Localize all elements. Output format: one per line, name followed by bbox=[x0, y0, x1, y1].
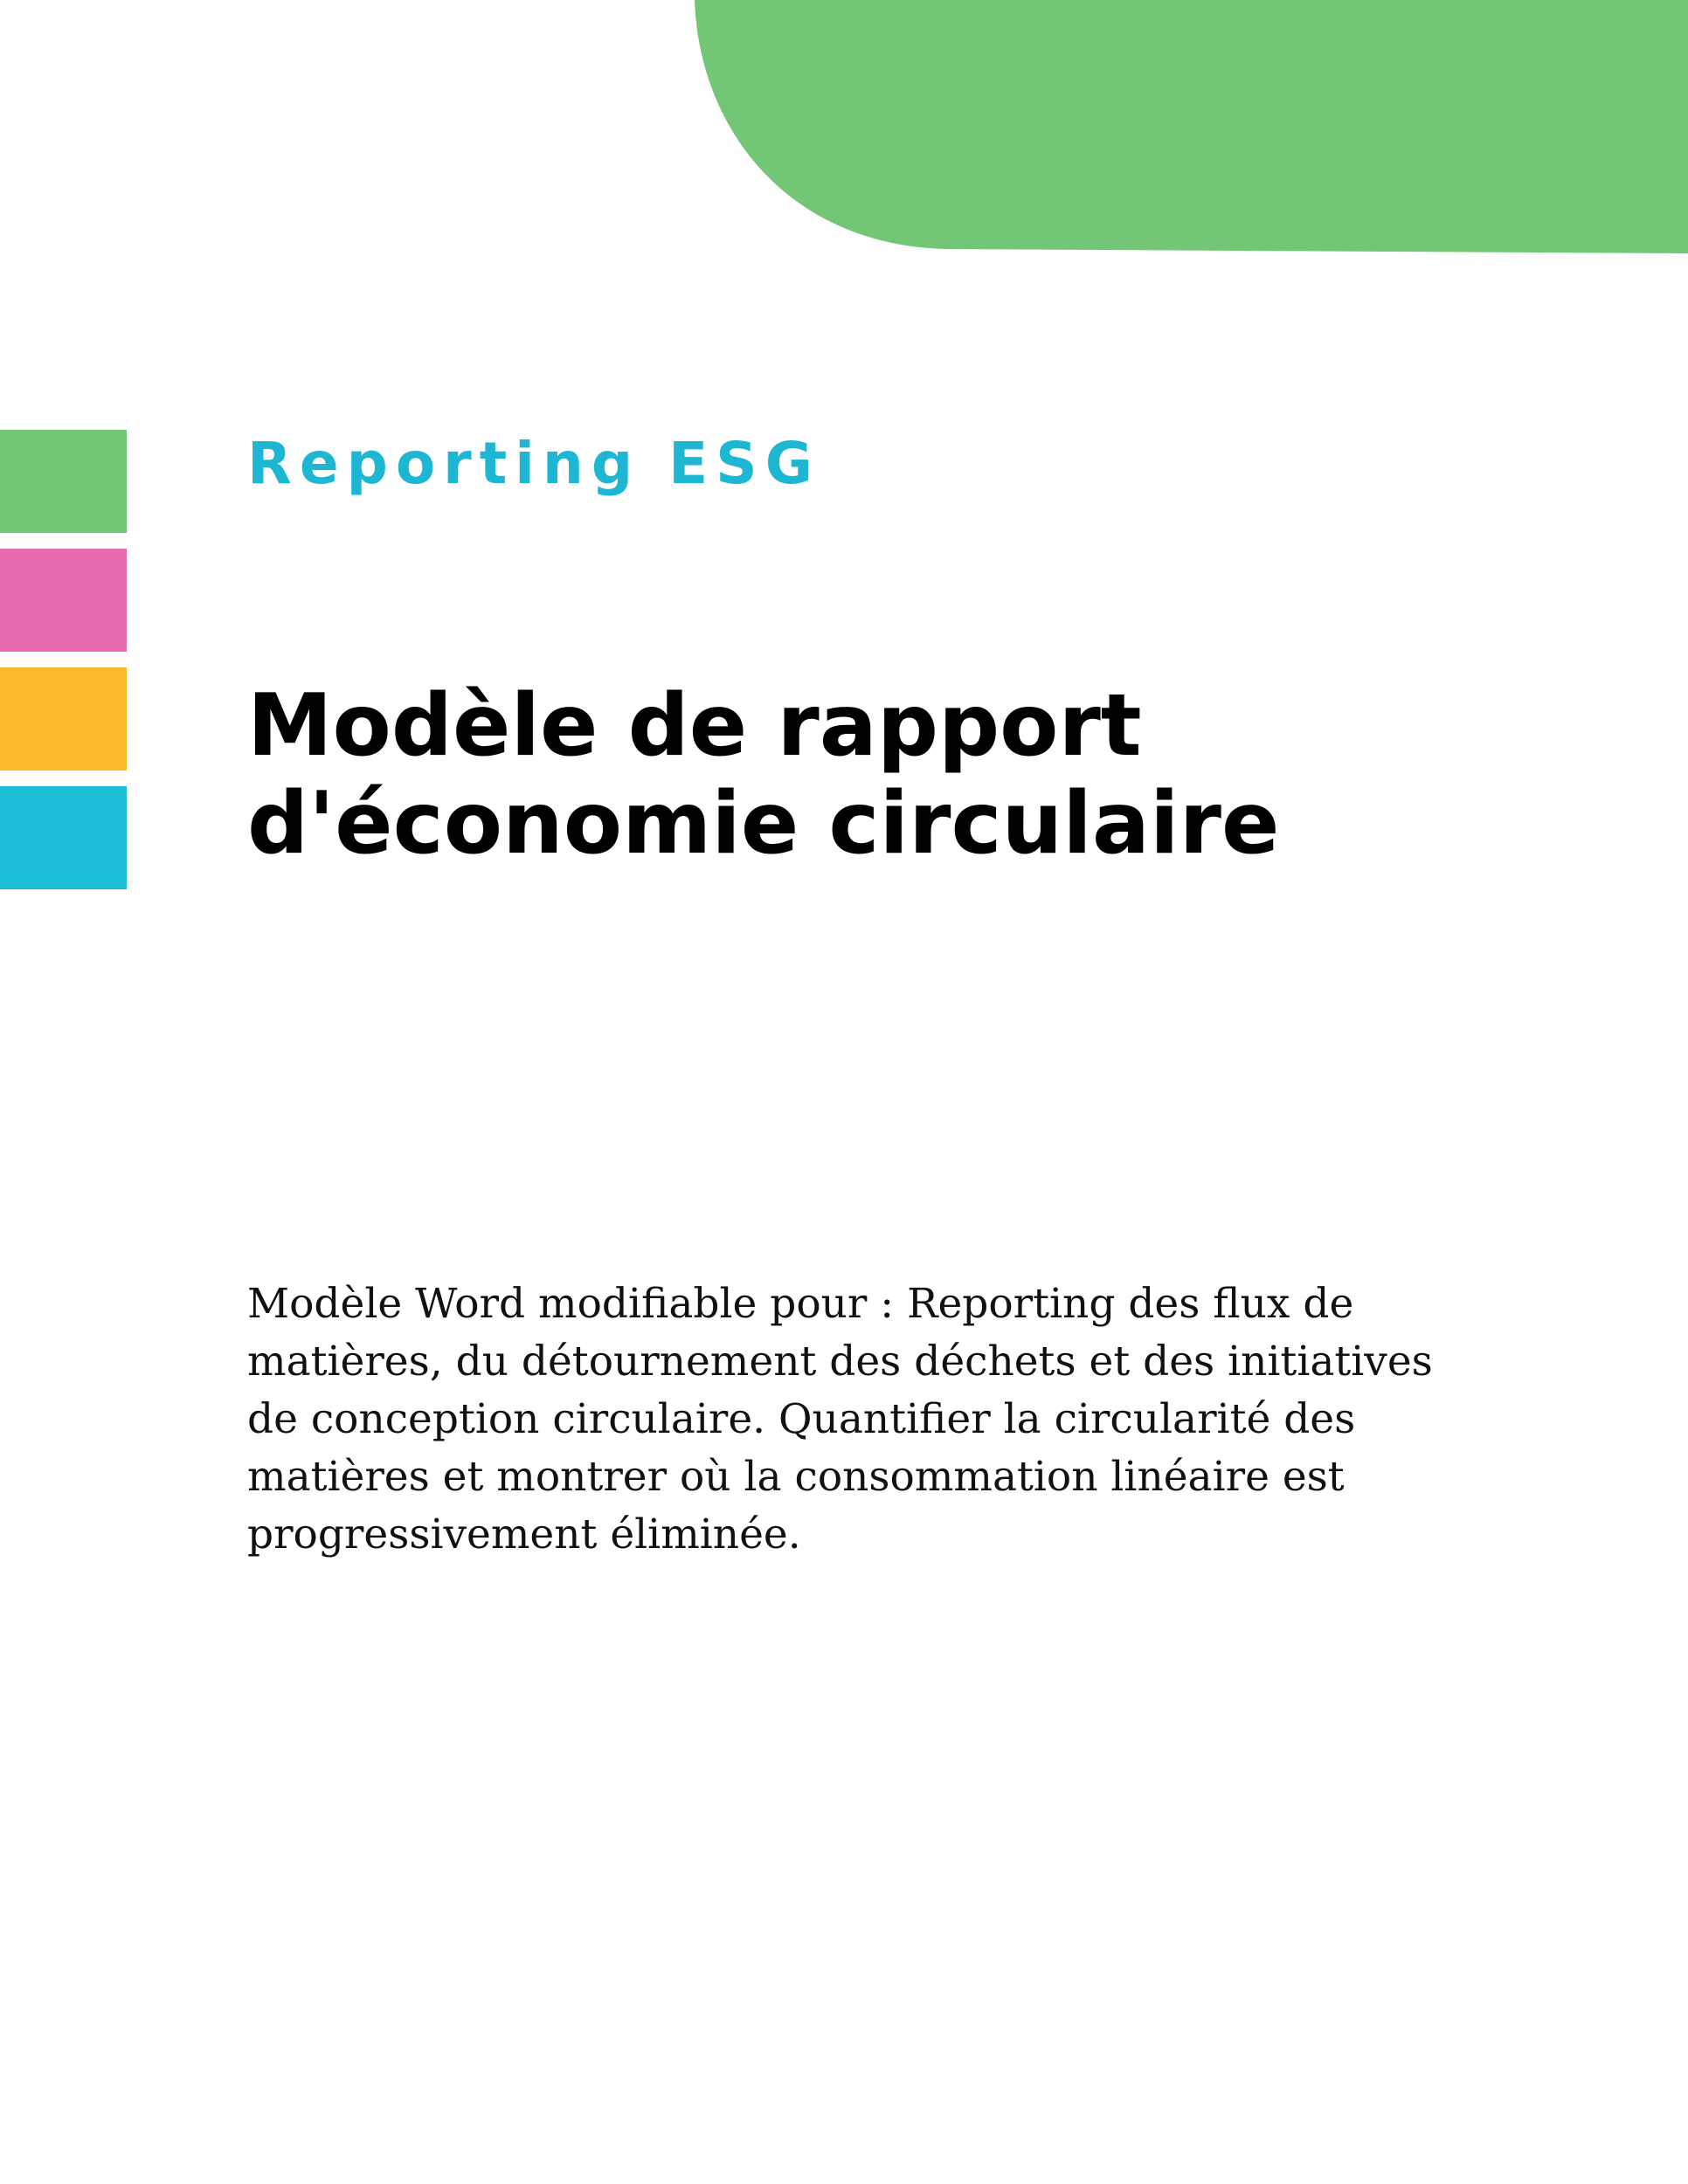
pink-color-block bbox=[0, 549, 127, 652]
description-line-5: progressivement éliminée. bbox=[247, 1510, 801, 1559]
document-title bbox=[247, 677, 1558, 873]
green-color-block bbox=[0, 430, 127, 533]
description-line-4: matières et montrer où la consommation linéaire est bbox=[247, 1453, 1345, 1501]
description-line-2: matières, du détournement des déchets et des initiatives bbox=[247, 1337, 1433, 1386]
yellow-color-block bbox=[0, 667, 127, 771]
top-green-banner-shape bbox=[0, 0, 1688, 262]
description-line-1: Modèle Word modifiable pour : Reporting des flux de bbox=[247, 1280, 1354, 1328]
green-rounded-tab bbox=[695, 0, 1688, 253]
document-description bbox=[247, 1275, 1540, 1564]
eyebrow-label: Reporting ESG bbox=[247, 430, 820, 497]
title-line-2: d'économie circulaire bbox=[247, 774, 1280, 874]
description-line-3: de conception circulaire. Quantifier la circularité des bbox=[247, 1395, 1356, 1443]
cyan-color-block bbox=[0, 786, 127, 889]
title-line-1: Modèle de rapport bbox=[247, 676, 1142, 776]
